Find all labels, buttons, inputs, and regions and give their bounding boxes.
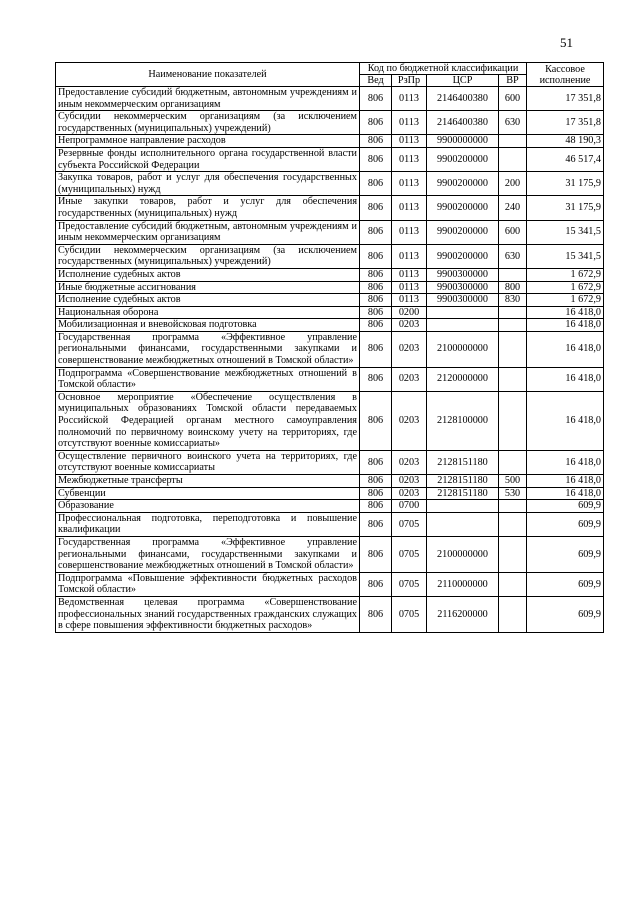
row-ved: 806 — [360, 294, 392, 307]
row-rzpr: 0203 — [392, 487, 427, 500]
header-ved: Вед — [360, 75, 392, 87]
row-vr — [499, 319, 527, 332]
row-csr: 2110000000 — [427, 572, 499, 596]
header-name: Наименование показателей — [56, 63, 360, 87]
table-body — [56, 87, 604, 633]
row-ved: 806 — [360, 196, 392, 220]
table-row — [56, 512, 604, 536]
row-csr: 2128100000 — [427, 391, 499, 450]
row-ved: 806 — [360, 268, 392, 281]
row-ved: 806 — [360, 306, 392, 319]
row-name: Государственная программа «Эффективное управление региональными финансами, государственными закупками и совершенствование межбюджетных отношений в Томской области» — [56, 536, 360, 572]
row-rzpr: 0705 — [392, 572, 427, 596]
row-ved: 806 — [360, 475, 392, 488]
table-row — [56, 172, 604, 196]
table-row — [56, 487, 604, 500]
row-rzpr: 0203 — [392, 319, 427, 332]
row-csr: 9900200000 — [427, 147, 499, 171]
table-row — [56, 220, 604, 244]
row-rzpr: 0705 — [392, 596, 427, 632]
page-number: 51 — [560, 35, 573, 50]
row-name: Исполнение судебных актов — [56, 294, 360, 307]
row-amount: 609,9 — [527, 596, 604, 632]
table-row — [56, 572, 604, 596]
row-ved: 806 — [360, 367, 392, 391]
row-rzpr: 0113 — [392, 244, 427, 268]
row-csr: 2146400380 — [427, 87, 499, 111]
row-ved: 806 — [360, 87, 392, 111]
row-csr: 9900300000 — [427, 294, 499, 307]
row-vr: 600 — [499, 220, 527, 244]
row-name: Субсидии некоммерческим организациям (за исключением государственных (муниципальных) учреждений) — [56, 111, 360, 135]
row-rzpr: 0113 — [392, 87, 427, 111]
row-ved: 806 — [360, 220, 392, 244]
row-csr: 9900200000 — [427, 172, 499, 196]
row-ved: 806 — [360, 331, 392, 367]
row-amount: 17 351,8 — [527, 111, 604, 135]
row-amount: 16 418,0 — [527, 391, 604, 450]
row-ved: 806 — [360, 536, 392, 572]
row-csr — [427, 512, 499, 536]
row-vr — [499, 500, 527, 513]
row-amount: 1 672,9 — [527, 268, 604, 281]
row-csr: 2120000000 — [427, 367, 499, 391]
row-name: Иные закупки товаров, работ и услуг для обеспечения государственных (муниципальных) нужд — [56, 196, 360, 220]
row-amount: 609,9 — [527, 536, 604, 572]
row-csr: 2100000000 — [427, 331, 499, 367]
row-name: Закупка товаров, работ и услуг для обеспечения государственных (муниципальных) нужд — [56, 172, 360, 196]
row-rzpr: 0113 — [392, 196, 427, 220]
row-name: Ведомственная целевая программа «Совершенствование профессиональных знаний государственных гражданских служащих в сфере повышения эффективности бюджетных расходов» — [56, 596, 360, 632]
row-name: Иные бюджетные ассигнования — [56, 281, 360, 294]
row-ved: 806 — [360, 487, 392, 500]
row-name: Мобилизационная и вневойсковая подготовка — [56, 319, 360, 332]
row-amount: 16 418,0 — [527, 319, 604, 332]
row-ved: 806 — [360, 596, 392, 632]
row-vr — [499, 367, 527, 391]
row-amount: 15 341,5 — [527, 244, 604, 268]
row-vr: 240 — [499, 196, 527, 220]
row-rzpr: 0113 — [392, 220, 427, 244]
row-rzpr: 0113 — [392, 135, 427, 148]
row-ved: 806 — [360, 172, 392, 196]
row-csr: 9900000000 — [427, 135, 499, 148]
table-row — [56, 391, 604, 450]
table-row — [56, 475, 604, 488]
table-row — [56, 244, 604, 268]
table-row — [56, 135, 604, 148]
row-rzpr: 0700 — [392, 500, 427, 513]
row-ved: 806 — [360, 319, 392, 332]
header-rzpr: РзПр — [392, 75, 427, 87]
table-row — [56, 294, 604, 307]
row-amount: 31 175,9 — [527, 172, 604, 196]
table-row — [56, 147, 604, 171]
row-csr: 9900200000 — [427, 244, 499, 268]
row-name: Профессиональная подготовка, переподготовка и повышение квалификации — [56, 512, 360, 536]
row-vr — [499, 512, 527, 536]
row-csr — [427, 500, 499, 513]
row-ved: 806 — [360, 500, 392, 513]
row-vr — [499, 135, 527, 148]
row-rzpr: 0113 — [392, 172, 427, 196]
row-name: Межбюджетные трансферты — [56, 475, 360, 488]
row-rzpr: 0113 — [392, 268, 427, 281]
table-row — [56, 111, 604, 135]
row-name: Образование — [56, 500, 360, 513]
row-amount: 609,9 — [527, 572, 604, 596]
row-amount: 16 418,0 — [527, 450, 604, 474]
row-vr: 200 — [499, 172, 527, 196]
row-ved: 806 — [360, 391, 392, 450]
row-csr: 9900200000 — [427, 196, 499, 220]
table-row — [56, 536, 604, 572]
row-csr: 2128151180 — [427, 475, 499, 488]
row-vr: 500 — [499, 475, 527, 488]
row-amount: 1 672,9 — [527, 281, 604, 294]
table-row — [56, 331, 604, 367]
row-name: Осуществление первичного воинского учета на территориях, где отсутствуют военные комиссариаты — [56, 450, 360, 474]
row-csr: 2100000000 — [427, 536, 499, 572]
row-rzpr: 0203 — [392, 450, 427, 474]
row-amount: 16 418,0 — [527, 331, 604, 367]
row-amount: 1 672,9 — [527, 294, 604, 307]
row-name: Исполнение судебных актов — [56, 268, 360, 281]
row-vr: 630 — [499, 111, 527, 135]
table-row — [56, 500, 604, 513]
table-row — [56, 87, 604, 111]
row-ved: 806 — [360, 135, 392, 148]
row-csr: 2146400380 — [427, 111, 499, 135]
header-vr: ВР — [499, 75, 527, 87]
row-vr: 530 — [499, 487, 527, 500]
row-csr: 9900200000 — [427, 220, 499, 244]
row-name: Непрограммное направление расходов — [56, 135, 360, 148]
row-csr: 9900300000 — [427, 281, 499, 294]
row-amount: 48 190,3 — [527, 135, 604, 148]
row-csr: 2128151180 — [427, 487, 499, 500]
row-amount: 16 418,0 — [527, 487, 604, 500]
table-row — [56, 319, 604, 332]
row-rzpr: 0203 — [392, 391, 427, 450]
header-code-group: Код по бюджетной классификации — [360, 63, 527, 75]
row-rzpr: 0705 — [392, 536, 427, 572]
row-vr: 800 — [499, 281, 527, 294]
row-vr — [499, 572, 527, 596]
row-csr — [427, 319, 499, 332]
row-rzpr: 0113 — [392, 147, 427, 171]
row-ved: 806 — [360, 147, 392, 171]
row-rzpr: 0200 — [392, 306, 427, 319]
row-vr — [499, 306, 527, 319]
header-exec: Кассовое исполнение — [527, 63, 604, 87]
row-amount: 16 418,0 — [527, 367, 604, 391]
row-name: Предоставление субсидий бюджетным, автономным учреждениям и иным некоммерческим организациям — [56, 87, 360, 111]
budget-execution-table — [55, 62, 604, 633]
row-amount: 609,9 — [527, 500, 604, 513]
row-ved: 806 — [360, 572, 392, 596]
row-rzpr: 0203 — [392, 475, 427, 488]
table-row — [56, 268, 604, 281]
row-ved: 806 — [360, 512, 392, 536]
row-name: Государственная программа «Эффективное управление региональными финансами, государственными закупками и совершенствование межбюджетных отношений в Томской области» — [56, 331, 360, 367]
table-row — [56, 367, 604, 391]
row-ved: 806 — [360, 450, 392, 474]
row-rzpr: 0203 — [392, 331, 427, 367]
row-amount: 31 175,9 — [527, 196, 604, 220]
row-csr: 9900300000 — [427, 268, 499, 281]
row-vr — [499, 391, 527, 450]
row-name: Резервные фонды исполнительного органа государственной власти субъекта Российской Федерации — [56, 147, 360, 171]
row-csr — [427, 306, 499, 319]
row-vr — [499, 450, 527, 474]
row-name: Субвенции — [56, 487, 360, 500]
row-amount: 17 351,8 — [527, 87, 604, 111]
row-rzpr: 0113 — [392, 281, 427, 294]
row-amount: 16 418,0 — [527, 475, 604, 488]
row-amount: 15 341,5 — [527, 220, 604, 244]
row-amount: 609,9 — [527, 512, 604, 536]
table-row — [56, 306, 604, 319]
row-rzpr: 0203 — [392, 367, 427, 391]
row-csr: 2128151180 — [427, 450, 499, 474]
row-name: Основное мероприятие «Обеспечение осуществления в муниципальных образованиях Томской области передаваемых Российской Федерацией органам местного самоуправления полномочий по первичному воинскому учету на территориях, где отсутствуют военные комиссариаты» — [56, 391, 360, 450]
header-csr: ЦСР — [427, 75, 499, 87]
row-vr — [499, 536, 527, 572]
row-name: Предоставление субсидий бюджетным, автономным учреждениям и иным некоммерческим организациям — [56, 220, 360, 244]
row-name: Подпрограмма «Совершенствование межбюджетных отношений в Томской области» — [56, 367, 360, 391]
row-name: Национальная оборона — [56, 306, 360, 319]
row-rzpr: 0113 — [392, 294, 427, 307]
row-amount: 16 418,0 — [527, 306, 604, 319]
row-ved: 806 — [360, 244, 392, 268]
row-vr — [499, 147, 527, 171]
row-ved: 806 — [360, 281, 392, 294]
row-vr — [499, 596, 527, 632]
row-vr: 600 — [499, 87, 527, 111]
table-row — [56, 450, 604, 474]
row-name: Подпрограмма «Повышение эффективности бюджетных расходов Томской области» — [56, 572, 360, 596]
row-vr — [499, 331, 527, 367]
row-name: Субсидии некоммерческим организациям (за исключением государственных (муниципальных) учреждений) — [56, 244, 360, 268]
row-rzpr: 0113 — [392, 111, 427, 135]
row-ved: 806 — [360, 111, 392, 135]
table-row — [56, 281, 604, 294]
row-csr: 2116200000 — [427, 596, 499, 632]
row-vr: 630 — [499, 244, 527, 268]
table-row — [56, 196, 604, 220]
table-row — [56, 596, 604, 632]
row-vr — [499, 268, 527, 281]
row-rzpr: 0705 — [392, 512, 427, 536]
row-vr: 830 — [499, 294, 527, 307]
row-amount: 46 517,4 — [527, 147, 604, 171]
